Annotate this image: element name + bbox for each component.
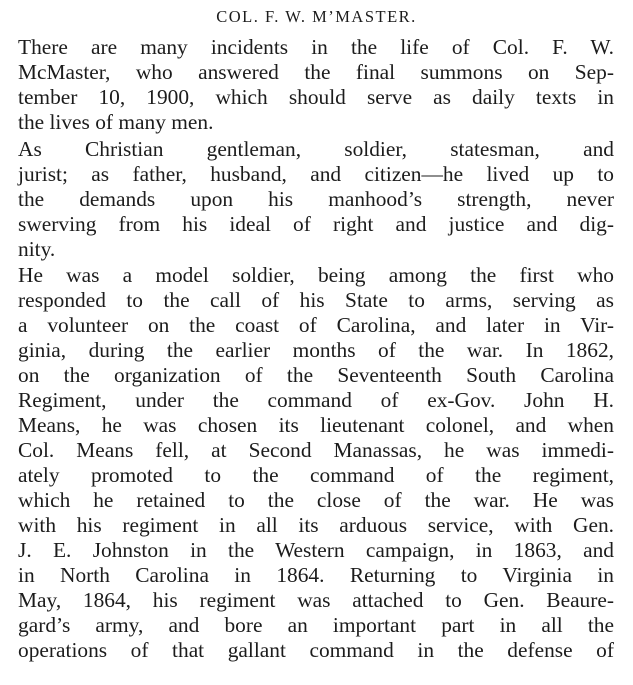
page-heading: COL. F. W. M’MASTER. — [216, 7, 417, 26]
text-line: Regiment, under the command of ex-Gov. John H. — [18, 388, 614, 412]
text-line: which he retained to the close of the war. He was — [18, 488, 614, 512]
text-line: Col. Means fell, at Second Manassas, he was immedi- — [18, 438, 614, 462]
text-line: McMaster, who answered the final summons on Sep- — [18, 60, 614, 84]
text-line: tember 10, 1900, which should serve as daily texts in — [18, 85, 614, 109]
text-line: As Christian gentleman, soldier, statesman, and — [18, 137, 614, 161]
text-line: gard’s army, and bore an important part in all the — [18, 613, 614, 637]
text-line: swerving from his ideal of right and justice and dig- — [18, 212, 614, 236]
text-line: responded to the call of his State to arms, serving as — [18, 288, 614, 312]
text-line: a volunteer on the coast of Carolina, and later in Vir- — [18, 313, 614, 337]
text-line: in North Carolina in 1864. Returning to Virginia in — [18, 563, 614, 587]
text-line: with his regiment in all its arduous service, with Gen. — [18, 513, 614, 537]
text-line: nity. — [18, 237, 56, 261]
text-line: ately promoted to the command of the regiment, — [18, 463, 614, 487]
text-line: operations of that gallant command in the defense of — [18, 638, 614, 662]
text-line: Means, he was chosen its lieutenant colonel, and when — [18, 413, 614, 437]
text-line: J. E. Johnston in the Western campaign, in 1863, and — [18, 538, 614, 562]
text-line: the demands upon his manhood’s strength, never — [18, 187, 614, 211]
text-line: jurist; as father, husband, and citizen—he lived up to — [18, 162, 614, 186]
text-line: the lives of many men. — [18, 110, 214, 134]
text-line: He was a model soldier, being among the first who — [18, 263, 614, 287]
text-line: ginia, during the earlier months of the war. In 1862, — [18, 338, 614, 362]
text-line: May, 1864, his regiment was attached to Gen. Beaure- — [18, 588, 614, 612]
text-line: There are many incidents in the life of Col. F. W. — [18, 35, 614, 59]
text-line: on the organization of the Seventeenth South Carolina — [18, 363, 614, 387]
